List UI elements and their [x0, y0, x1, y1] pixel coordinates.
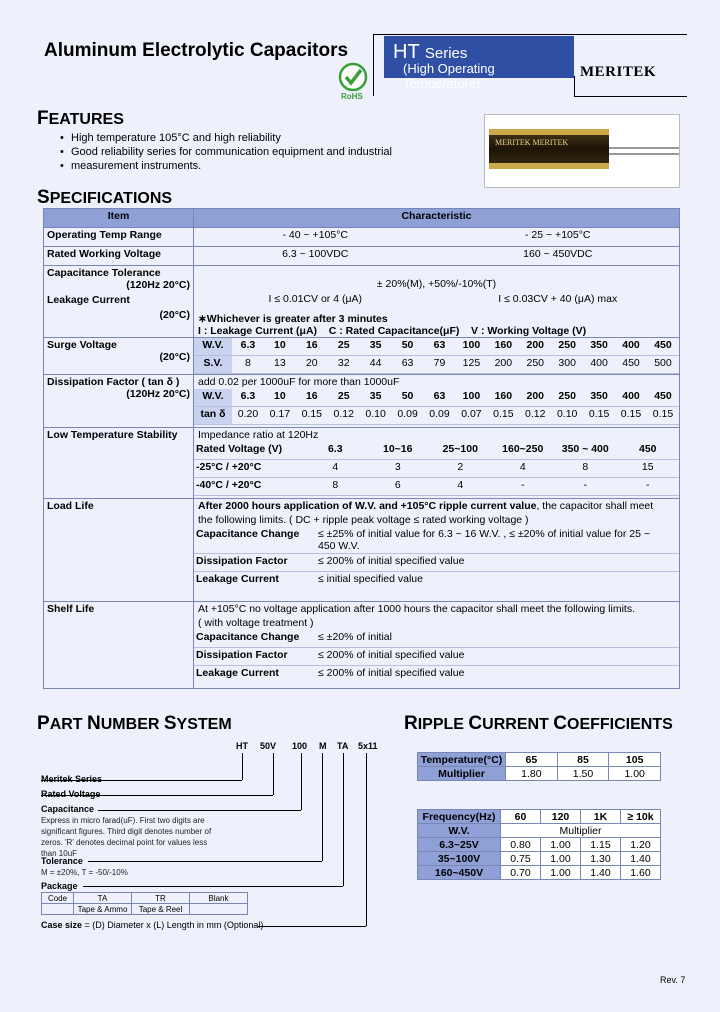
- df-table: [194, 389, 679, 425]
- df-cell: [44, 375, 194, 428]
- feature-item: • High temperature 105°C and high reliability: [60, 131, 392, 145]
- wv-cell: 6.3: [232, 389, 264, 407]
- rohs-label: RoHS: [341, 92, 363, 101]
- freq-mult-cell: 0.80: [501, 838, 541, 852]
- wv-cell: 6.3: [232, 338, 264, 356]
- rated-voltage-label: Rated Working Voltage: [44, 247, 194, 266]
- case-size-desc: = (D) Diameter x (L) Length in mm (Optional): [82, 920, 264, 930]
- wv-cell: 450: [647, 389, 679, 407]
- tan-cell: 0.12: [328, 407, 360, 425]
- package-table: [41, 892, 248, 915]
- code-tolerance: M: [319, 741, 327, 751]
- leak-legend: I : Leakage Current (μA) C : Rated Capacitance(μF) V : Working Voltage (V): [198, 325, 587, 337]
- rc-wv-label: W.V.: [418, 824, 501, 838]
- cap-tol-cond: (120Hz 20°C): [126, 279, 190, 291]
- tan-cell: 0.09: [424, 407, 456, 425]
- wv-cell: 25: [328, 338, 360, 356]
- shelf-life-label: Shelf Life: [44, 602, 194, 689]
- pkg-code-head: Code: [42, 893, 74, 904]
- lts-label: Low Temperature Stability: [44, 428, 194, 499]
- specifications-table: [43, 208, 680, 689]
- series-code: HT: [393, 41, 420, 63]
- pkg-code-cell: [42, 904, 74, 915]
- freq-mult-cell: 1.20: [621, 838, 661, 852]
- cap-tol-label: Capacitance Tolerance: [47, 267, 161, 279]
- tan-cell: 0.15: [583, 407, 615, 425]
- col-characteristic: Characteristic: [194, 209, 680, 228]
- df-note: add 0.02 per 1000uF for more than 1000uF: [198, 376, 400, 388]
- r2-cell: 6: [367, 478, 430, 496]
- wv-cell: 160: [487, 338, 519, 356]
- wv-cell: 200: [519, 389, 551, 407]
- freq-wv-cell: 6.3~25V: [418, 838, 501, 852]
- lts-note: Impedance ratio at 120Hz: [198, 429, 319, 441]
- cap-tol-value: ± 20%(M), +50%/-10%(T): [376, 278, 497, 290]
- temp-mult-cell: 1.00: [609, 767, 661, 781]
- shelf-line2: ( with voltage treatment ): [198, 617, 314, 629]
- load-df-value: ≤ 200% of initial specified value: [316, 554, 679, 572]
- pn-tolerance: Tolerance: [41, 856, 83, 866]
- sv-cell: 200: [487, 356, 519, 374]
- r2-cell: -: [554, 478, 617, 496]
- freq-mult-cell: 1.15: [581, 838, 621, 852]
- series-subtitle: (High Operating Temperature): [403, 61, 495, 91]
- r1-cell: 4: [492, 460, 555, 478]
- leak-note: ∗Whichever is greater after 3 minutes: [198, 313, 388, 325]
- load-cc-label: Capacitance Change: [194, 527, 316, 554]
- freq-coef-row: [418, 866, 661, 880]
- freq-mult-cell: 0.75: [501, 852, 541, 866]
- shelf-line1: At +105°C no voltage application after 1000 hours the capacitor shall meet the following limits.: [198, 603, 635, 615]
- r2-cell: 4: [429, 478, 492, 496]
- freq-mult-cell: 1.00: [541, 838, 581, 852]
- capacitor-photo: [484, 114, 680, 188]
- mult-label: Multiplier: [418, 767, 506, 781]
- load-life-line2: the following limits. ( DC + ripple peak voltage ≤ rated working voltage ): [198, 514, 529, 526]
- wv-cell: 400: [615, 338, 647, 356]
- r2-label: -40°C / +20°C: [194, 478, 304, 496]
- df-label: Dissipation Factor ( tan δ ): [47, 376, 180, 388]
- freq-cell: 1K: [581, 810, 621, 824]
- df-cond: (120Hz 20°C): [126, 388, 190, 400]
- load-cc-value2: 450 W.V.: [318, 540, 360, 552]
- r1-cell: 3: [367, 460, 430, 478]
- r1-label: -25°C / +20°C: [194, 460, 304, 478]
- wv-cell: 25: [328, 389, 360, 407]
- part-number-heading: PART NUMBER SYSTEM: [37, 713, 232, 734]
- wv-cell: 250: [551, 389, 583, 407]
- wv-cell: 63: [424, 389, 456, 407]
- rv-label: Rated Voltage (V): [194, 442, 304, 460]
- rated-voltage-high: 160 ~ 450VDC: [523, 248, 593, 260]
- tan-cell: 0.07: [455, 407, 487, 425]
- ripple-heading: RIPPLE CURRENT COEFFICIENTS: [404, 713, 673, 734]
- freq-coef-table: [417, 809, 661, 880]
- shelf-cc-label: Capacitance Change: [194, 630, 316, 648]
- temp-label: Temperature(°C): [418, 753, 506, 767]
- temp-mult-cell: 1.50: [557, 767, 609, 781]
- sv-cell: 125: [455, 356, 487, 374]
- rv-cell: 25~100: [429, 442, 492, 460]
- wv-cell: 400: [615, 389, 647, 407]
- surge-label: Surge Voltage: [47, 339, 117, 351]
- r1-cell: 8: [554, 460, 617, 478]
- tan-cell: 0.15: [296, 407, 328, 425]
- shelf-lc-label: Leakage Current: [196, 667, 279, 679]
- leak-label: Leakage Current: [47, 294, 130, 306]
- wv-cell: 450: [647, 338, 679, 356]
- rv-cell: 160~250: [492, 442, 555, 460]
- temp-cell: 85: [557, 753, 609, 767]
- brand-logo: MERITEK: [580, 64, 657, 80]
- case-size-label: Case size: [41, 920, 83, 930]
- tan-label: tan δ: [194, 407, 232, 425]
- features-list: [60, 131, 392, 173]
- temp-coef-table: [417, 752, 661, 781]
- load-life-line1-rest: , the capacitor shall meet: [536, 500, 654, 512]
- rv-cell: 450: [617, 442, 680, 460]
- wv-label: W.V.: [194, 338, 232, 356]
- leak-low: I ≤ 0.01CV or 4 (μA): [268, 293, 362, 305]
- tan-cell: 0.15: [615, 407, 647, 425]
- temp-cell: 65: [506, 753, 558, 767]
- code-voltage: 50V: [260, 741, 277, 751]
- load-life-label: Load Life: [44, 499, 194, 602]
- wv-cell: 10: [264, 389, 296, 407]
- load-life-line1-bold: After 2000 hours application of W.V. and +105°C ripple current value: [198, 500, 537, 512]
- wv-cell: 50: [392, 338, 424, 356]
- tan-cell: 0.17: [264, 407, 296, 425]
- freq-coef-row: [418, 838, 661, 852]
- tan-cell: 0.10: [360, 407, 392, 425]
- sv-cell: 300: [551, 356, 583, 374]
- sv-cell: 13: [264, 356, 296, 374]
- freq-cell: ≥ 10k: [621, 810, 661, 824]
- sv-cell: 63: [392, 356, 424, 374]
- shelf-cc-value: ≤ ±20% of initial: [316, 630, 679, 648]
- wv-cell: 350: [583, 389, 615, 407]
- cap-leak-cell: [44, 266, 194, 338]
- freq-mult-cell: 1.60: [621, 866, 661, 880]
- wv-cell: 100: [455, 389, 487, 407]
- pkg-blank-cell: [190, 904, 248, 915]
- temp-mult-cell: 1.80: [506, 767, 558, 781]
- code-series: HT: [236, 741, 248, 751]
- freq-wv-cell: 160~450V: [418, 866, 501, 880]
- r2-cell: -: [492, 478, 555, 496]
- surge-table: [194, 338, 679, 374]
- lts-table: [194, 442, 679, 496]
- r1-cell: 2: [429, 460, 492, 478]
- rated-voltage-low: 6.3 ~ 100VDC: [282, 248, 349, 260]
- pn-capacitance: Capacitance: [41, 804, 95, 814]
- sv-label: S.V.: [194, 356, 232, 374]
- tan-cell: 0.12: [519, 407, 551, 425]
- pn-package: Package: [41, 881, 78, 891]
- freq-mult-cell: 1.30: [581, 852, 621, 866]
- cap-leak-values: [194, 266, 680, 338]
- wv-cell: 160: [487, 389, 519, 407]
- tan-cell: 0.15: [487, 407, 519, 425]
- wv-cell: 10: [264, 338, 296, 356]
- series-word: Series: [424, 45, 468, 62]
- pn-cap-desc: [41, 815, 211, 859]
- wv-cell: 35: [360, 389, 392, 407]
- wv-cell: 250: [551, 338, 583, 356]
- sv-cell: 20: [296, 356, 328, 374]
- freq-mult-cell: 0.70: [501, 866, 541, 880]
- sv-cell: 32: [328, 356, 360, 374]
- pkg-blank-head: Blank: [190, 893, 248, 904]
- wv-cell: 50: [392, 389, 424, 407]
- rv-cell: 10~16: [367, 442, 430, 460]
- cap-desc-line: zeros. 'R' denotes decimal point for values less: [41, 838, 208, 847]
- sv-cell: 400: [583, 356, 615, 374]
- pn-meritek-series: Meritek Series: [41, 774, 103, 784]
- feature-item-cont: • measurement instruments.: [60, 159, 392, 173]
- load-lc-value: ≤ initial specified value: [318, 573, 423, 585]
- features-heading: FEATURES: [37, 108, 124, 129]
- shelf-lc-value: ≤ 200% of initial specified value: [318, 667, 465, 679]
- sv-cell: 8: [232, 356, 264, 374]
- code-capacitance: 100: [292, 741, 308, 751]
- r1-cell: 4: [304, 460, 367, 478]
- sv-cell: 250: [519, 356, 551, 374]
- wv-label: W.V.: [194, 389, 232, 407]
- load-cc-value1: ≤ ±25% of initial value for 6.3 ~ 16 W.V. , ≤ ±20% of initial value for 25 ~: [318, 528, 651, 540]
- pn-rated-voltage: Rated Voltage: [41, 789, 101, 799]
- tan-cell: 0.09: [392, 407, 424, 425]
- sv-cell: 450: [615, 356, 647, 374]
- r1-cell: 15: [617, 460, 680, 478]
- cap-desc-line: Express in micro farad(uF). First two digits are: [41, 816, 205, 825]
- freq-mult-cell: 1.40: [621, 852, 661, 866]
- pkg-ta-cell: Tape & Ammo: [74, 904, 132, 915]
- revision: Rev. 7: [660, 975, 686, 985]
- r2-cell: -: [617, 478, 680, 496]
- col-item: Item: [44, 209, 194, 228]
- wv-cell: 16: [296, 389, 328, 407]
- rv-cell: 350 ~ 400: [554, 442, 617, 460]
- freq-wv-cell: 35~100V: [418, 852, 501, 866]
- wv-cell: 100: [455, 338, 487, 356]
- tan-cell: 0.20: [232, 407, 264, 425]
- sv-cell: 500: [647, 356, 679, 374]
- wv-cell: 16: [296, 338, 328, 356]
- wv-cell: 200: [519, 338, 551, 356]
- tan-cell: 0.10: [551, 407, 583, 425]
- cap-desc-line: than 10uF: [41, 849, 78, 858]
- leak-cond: (20°C): [159, 309, 190, 321]
- freq-mult-cell: 1.40: [581, 866, 621, 880]
- load-life-table: [194, 527, 679, 589]
- pn-tol-desc: M = ±20%, T = -50/-10%: [41, 868, 128, 877]
- rc-multiplier-label: Multiplier: [501, 824, 661, 838]
- pkg-tr-head: TR: [132, 893, 190, 904]
- sv-cell: 79: [424, 356, 456, 374]
- page-title: Aluminum Electrolytic Capacitors: [44, 40, 349, 61]
- sv-cell: 44: [360, 356, 392, 374]
- wv-cell: 63: [424, 338, 456, 356]
- freq-mult-cell: 1.00: [541, 866, 581, 880]
- rv-cell: 6.3: [304, 442, 367, 460]
- load-lc-label: Leakage Current: [196, 573, 279, 585]
- load-df-label: Dissipation Factor: [194, 554, 316, 572]
- freq-coef-row: [418, 852, 661, 866]
- freq-cell: 120: [541, 810, 581, 824]
- rohs-logo: [338, 62, 368, 104]
- cap-desc-line: significant figures. Third digit denotes number of: [41, 827, 212, 836]
- code-package: TA: [337, 741, 349, 751]
- pkg-tr-cell: Tape & Reel: [132, 904, 190, 915]
- r2-cell: 8: [304, 478, 367, 496]
- pkg-ta-head: TA: [74, 893, 132, 904]
- surge-cond: (20°C): [159, 351, 190, 363]
- specifications-heading: SPECIFICATIONS: [37, 187, 173, 208]
- tan-cell: 0.15: [647, 407, 679, 425]
- code-case-size: 5x11: [358, 741, 378, 751]
- shelf-df-label: Dissipation Factor: [194, 648, 316, 666]
- shelf-life-table: [194, 630, 679, 683]
- freq-mult-cell: 1.00: [541, 852, 581, 866]
- op-temp-low: - 40 ~ +105°C: [282, 229, 348, 241]
- surge-cell: [44, 338, 194, 375]
- feature-item: • Good reliability series for communication equipment and industrial: [60, 145, 392, 159]
- freq-label: Frequency(Hz): [418, 810, 501, 824]
- op-temp-high: - 25 ~ +105°C: [525, 229, 591, 241]
- svg-text:MERITEK MERITEK: MERITEK MERITEK: [495, 138, 569, 147]
- temp-cell: 105: [609, 753, 661, 767]
- wv-cell: 350: [583, 338, 615, 356]
- shelf-df-value: ≤ 200% of initial specified value: [316, 648, 679, 666]
- op-temp-label: Operating Temp Range: [44, 228, 194, 247]
- pn-case-size: [41, 920, 263, 930]
- leak-high: I ≤ 0.03CV + 40 (μA) max: [498, 293, 618, 305]
- wv-cell: 35: [360, 338, 392, 356]
- freq-cell: 60: [501, 810, 541, 824]
- series-badge: [384, 36, 574, 91]
